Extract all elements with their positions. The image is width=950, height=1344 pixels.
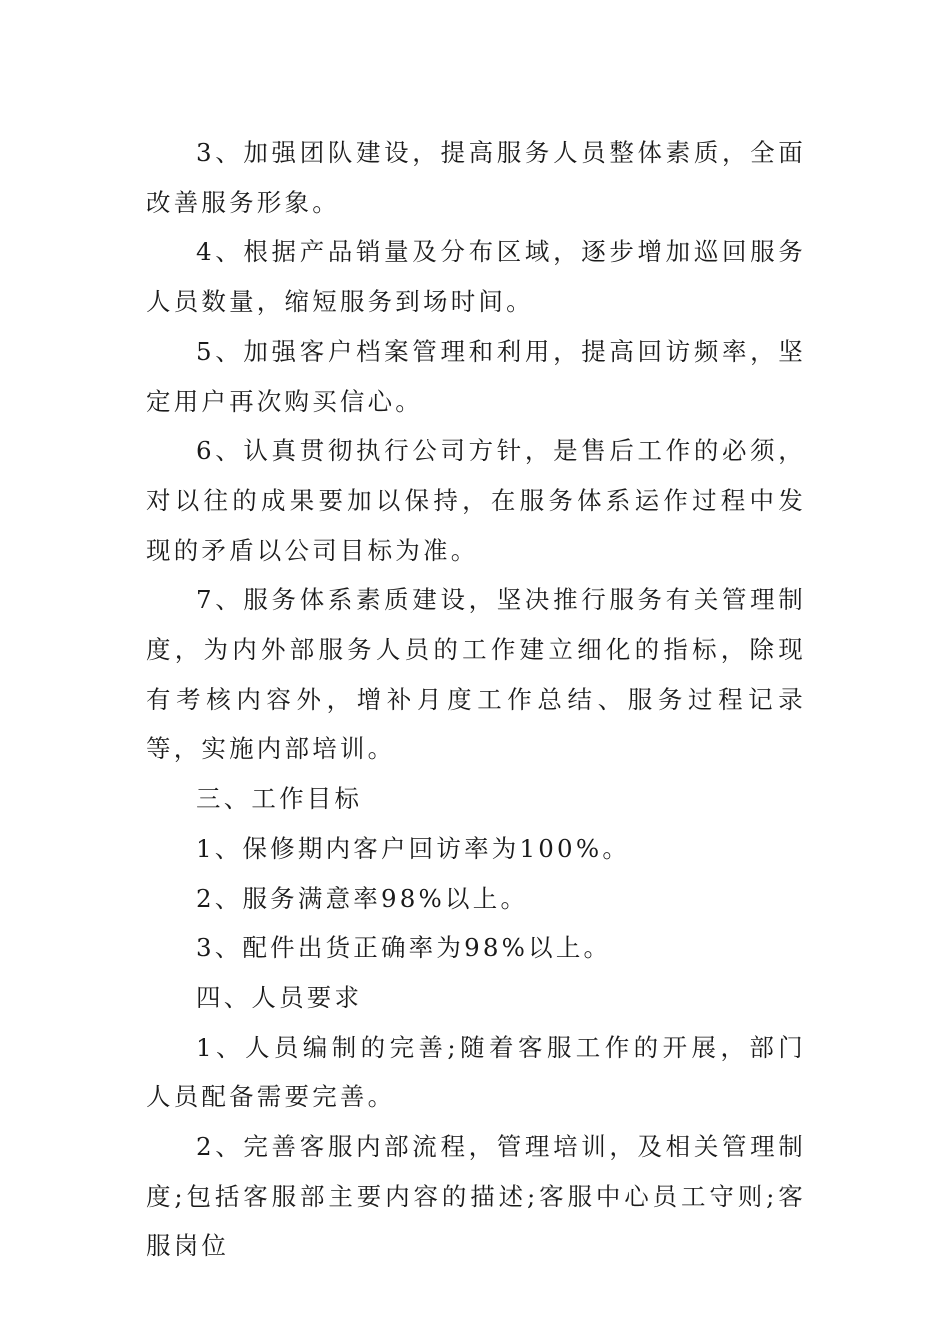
- goal-item-1-revisit-rate: 1、保修期内客户回访率为100%。: [196, 833, 631, 863]
- goal-item-2-satisfaction: 2、服务满意率98%以上。: [196, 883, 529, 913]
- section-heading-staff-requirements: 四、人员要求: [196, 982, 363, 1012]
- paragraph-item-3-team-building: 3、加强团队建设，提高服务人员整体素质，全面改善服务形象。: [146, 138, 806, 217]
- paragraph-item-7-service-system: 7、服务体系素质建设，坚决推行服务有关管理制度，为内外部服务人员的工作建立细化的指标，除现有考核内容外，增补月度工作总结、服务过程记录等，实施内部培训。: [146, 585, 806, 764]
- requirement-item-1-staffing: 1、人员编制的完善;随着客服工作的开展，部门人员配备需要完善。: [146, 1032, 806, 1112]
- paragraph-item-4-touring-staff: 4、根据产品销量及分布区域，逐步增加巡回服务人员数量，缩短服务到场时间。: [146, 237, 806, 317]
- section-heading-work-goals: 三、工作目标: [196, 784, 363, 814]
- requirement-item-2-processes: 2、完善客服内部流程，管理培训，及相关管理制度;包括客服部主要内容的描述;客服中心员工守则;客服岗位: [146, 1132, 806, 1261]
- document-body: [146, 128, 806, 1271]
- paragraph-item-6-company-policy: 6、认真贯彻执行公司方针，是售后工作的必须，对以往的成果要加以保持，在服务体系运作过程中发现的矛盾以公司目标为准。: [146, 436, 806, 565]
- paragraph-item-5-customer-files: 5、加强客户档案管理和利用，提高回访频率，坚定用户再次购买信心。: [146, 336, 806, 416]
- goal-item-3-parts-accuracy: 3、配件出货正确率为98%以上。: [196, 933, 612, 963]
